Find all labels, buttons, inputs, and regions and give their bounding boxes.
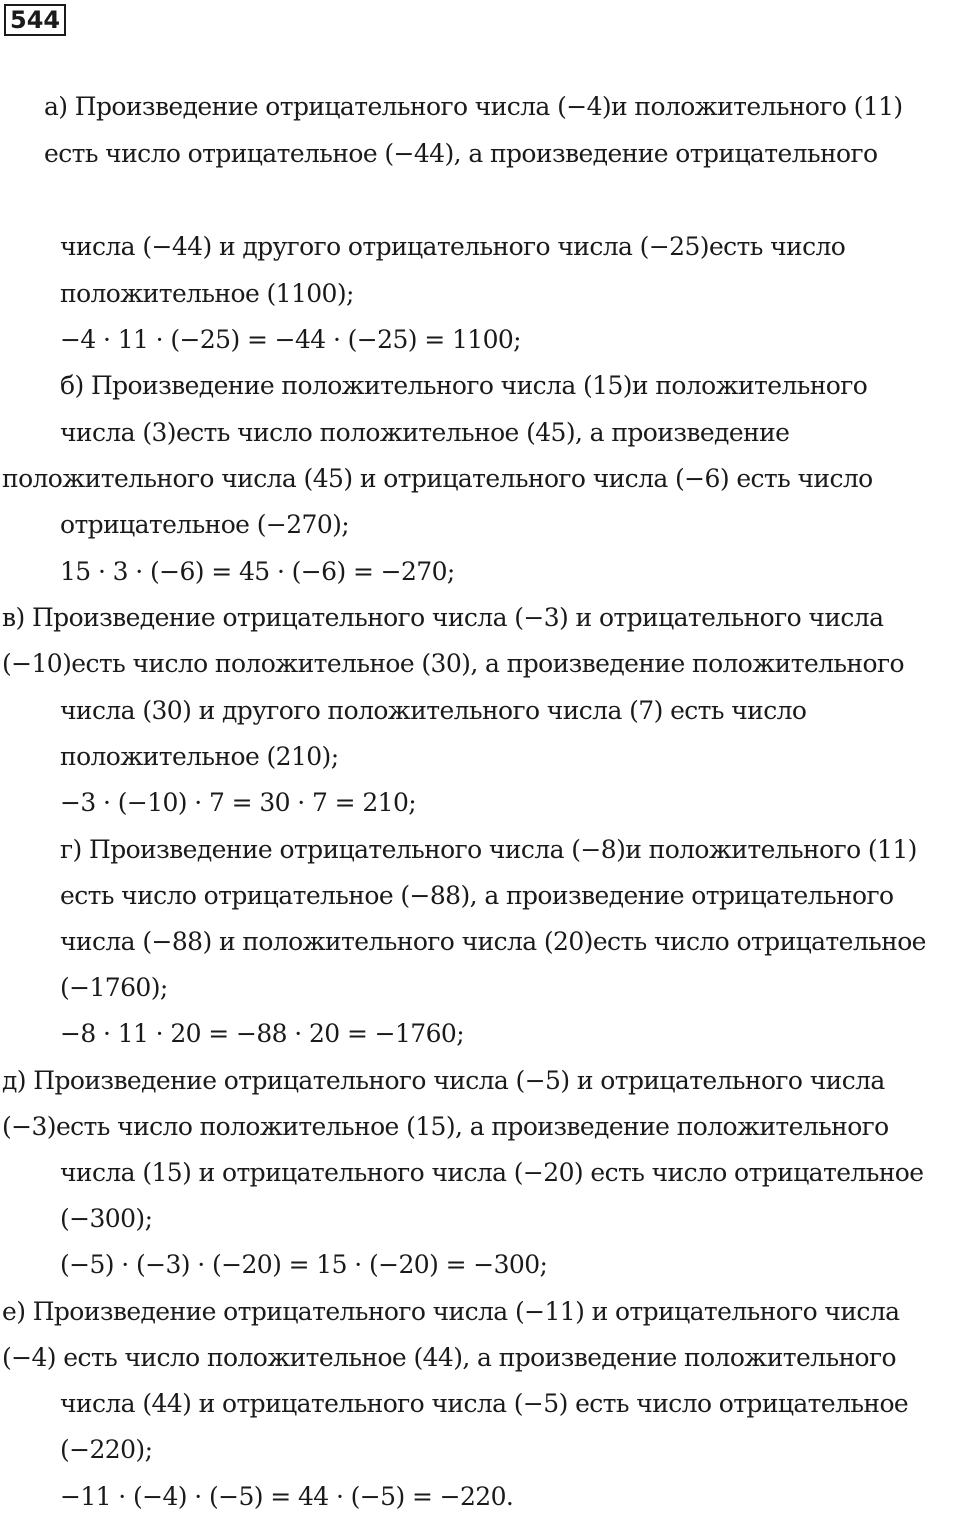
text-line: числа (3)есть число положительное (45), а произведение [60,418,790,447]
text-line: б) Произведение положительного числа (15)и положительного [60,371,868,400]
text-line: отрицательное (−270); [60,510,350,539]
text-line: в) Произведение отрицательного числа (−3) и отрицательного числа [2,603,884,632]
text-line: положительное (210); [60,742,339,771]
text-line: е) Произведение отрицательного числа (−11) и отрицательного числа [2,1297,900,1326]
text-line: числа (15) и отрицательного числа (−20) есть число отрицательное [60,1158,924,1187]
text-line: числа (−88) и положительного числа (20)есть число отрицательное [60,927,926,956]
equation-line: −3 · (−10) · 7 = 30 · 7 = 210; [60,788,417,817]
text-line: числа (44) и отрицательного числа (−5) есть число отрицательное [60,1389,909,1418]
text-line: (−220); [60,1435,153,1464]
text-line: есть число отрицательное (−44), а произведение отрицательного [44,139,878,168]
text-line: числа (−44) и другого отрицательного числа (−25)есть число [60,232,846,261]
text-line: (−10)есть число положительное (30), а произведение положительного [2,649,904,678]
text-line: (−1760); [60,973,168,1002]
text-line: (−300); [60,1204,153,1233]
text-line: д) Произведение отрицательного числа (−5) и отрицательного числа [2,1066,885,1095]
equation-line: −4 · 11 · (−25) = −44 · (−25) = 1100; [60,325,522,354]
text-line: положительного числа (45) и отрицательного числа (−6) есть число [2,464,873,493]
text-line: числа (30) и другого положительного числа (7) есть число [60,696,807,725]
equation-line: −11 · (−4) · (−5) = 44 · (−5) = −220. [60,1482,514,1511]
text-line: (−4) есть число положительное (44), а произведение положительного [2,1343,896,1372]
equation-line: −8 · 11 · 20 = −88 · 20 = −1760; [60,1019,465,1048]
equation-line: (−5) · (−3) · (−20) = 15 · (−20) = −300; [60,1250,548,1279]
text-line: г) Произведение отрицательного числа (−8)и положительного (11) [60,835,917,864]
text-line: положительное (1100); [60,279,354,308]
text-line: (−3)есть число положительное (15), а произведение положительного [2,1112,889,1141]
text-line: есть число отрицательное (−88), а произведение отрицательного [60,881,894,910]
problem-number: 544 [4,4,66,36]
text-line: а) Произведение отрицательного числа (−4)и положительного (11) [44,92,903,121]
equation-line: 15 · 3 · (−6) = 45 · (−6) = −270; [60,557,455,586]
